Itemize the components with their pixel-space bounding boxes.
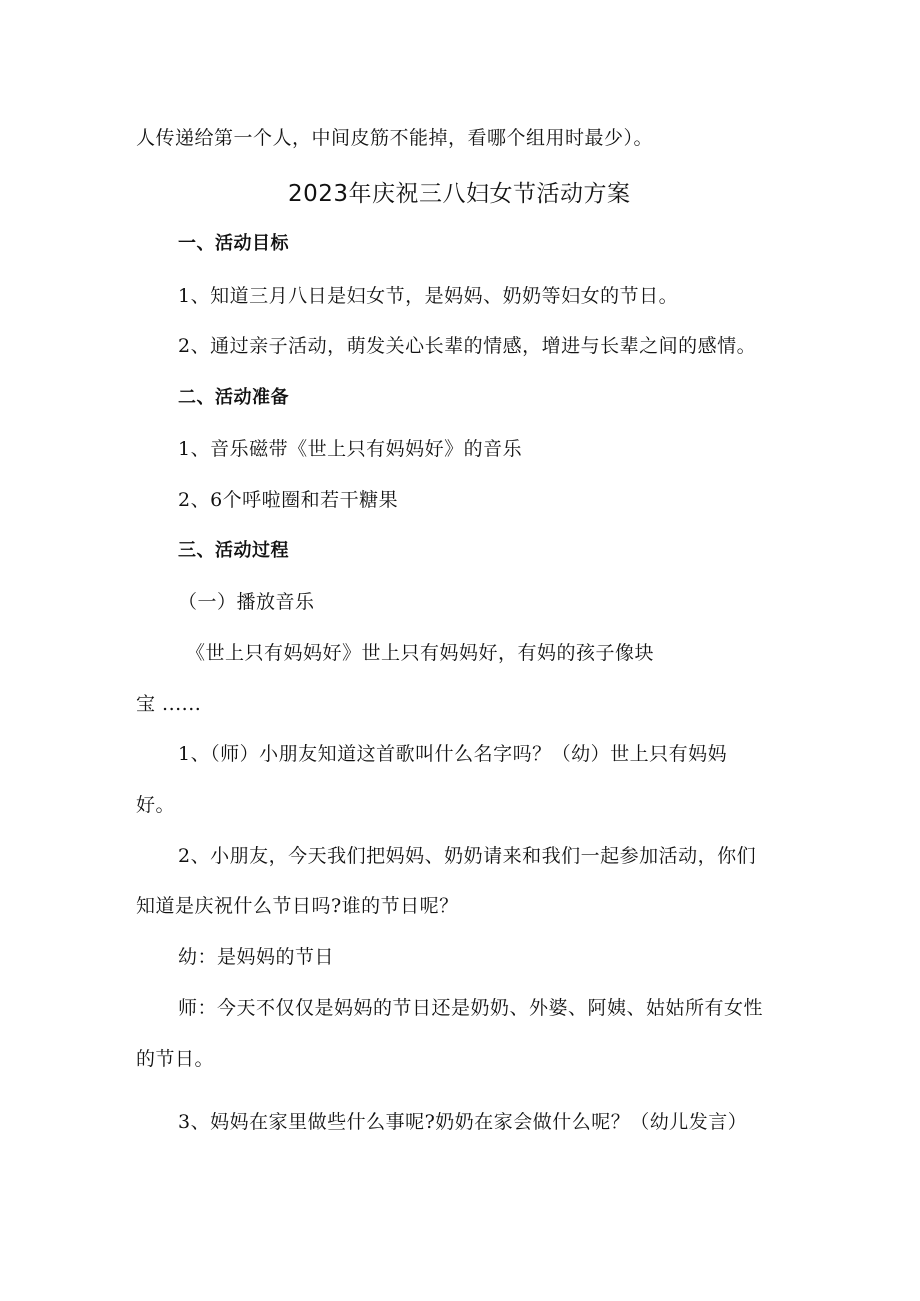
question-1-line-1: 1、（师）小朋友知道这首歌叫什么名字吗？（幼）世上只有妈妈 [178, 743, 728, 765]
teacher-line-2: 的节日。 [136, 1048, 215, 1070]
goal-item-2: 2、通过亲子活动，萌发关心长辈的情感，增进与长辈之间的感情。 [178, 335, 757, 357]
continuation-text: 人传递给第一个人，中间皮筋不能掉，看哪个组用时最少）。 [136, 127, 654, 149]
child-answer: 幼：是妈妈的节日 [178, 946, 335, 968]
section-heading-preparation: 二、活动准备 [178, 387, 289, 408]
section-heading-goals: 一、活动目标 [178, 233, 289, 254]
preparation-item-2: 2、6个呼啦圈和若干糖果 [178, 489, 399, 511]
question-3: 3、妈妈在家里做些什么事呢?奶奶在家会做什么呢？（幼儿发言） [178, 1111, 748, 1133]
section-heading-process: 三、活动过程 [178, 540, 289, 561]
question-1-line-2: 好。 [136, 794, 176, 816]
song-line-2: 宝 ...... [136, 693, 202, 715]
song-line-1: 《世上只有妈妈好》世上只有妈妈好，有妈的孩子像块 [186, 642, 655, 664]
goal-item-1: 1、知道三月八日是妇女节，是妈妈、奶奶等妇女的节日。 [178, 285, 679, 307]
document-title: 2023年庆祝三八妇女节活动方案 [288, 181, 631, 207]
question-2-line-1: 2、小朋友，今天我们把妈妈、奶奶请来和我们一起参加活动，你们 [178, 845, 757, 867]
teacher-line-1: 师：今天不仅仅是妈妈的节日还是奶奶、外婆、阿姨、姑姑所有女性 [178, 997, 764, 1019]
preparation-item-1: 1、音乐磁带《世上只有妈妈好》的音乐 [178, 438, 523, 460]
subsection-play-music: （一）播放音乐 [178, 591, 315, 613]
question-2-line-2: 知道是庆祝什么节日吗?谁的节日呢？ [136, 895, 459, 917]
